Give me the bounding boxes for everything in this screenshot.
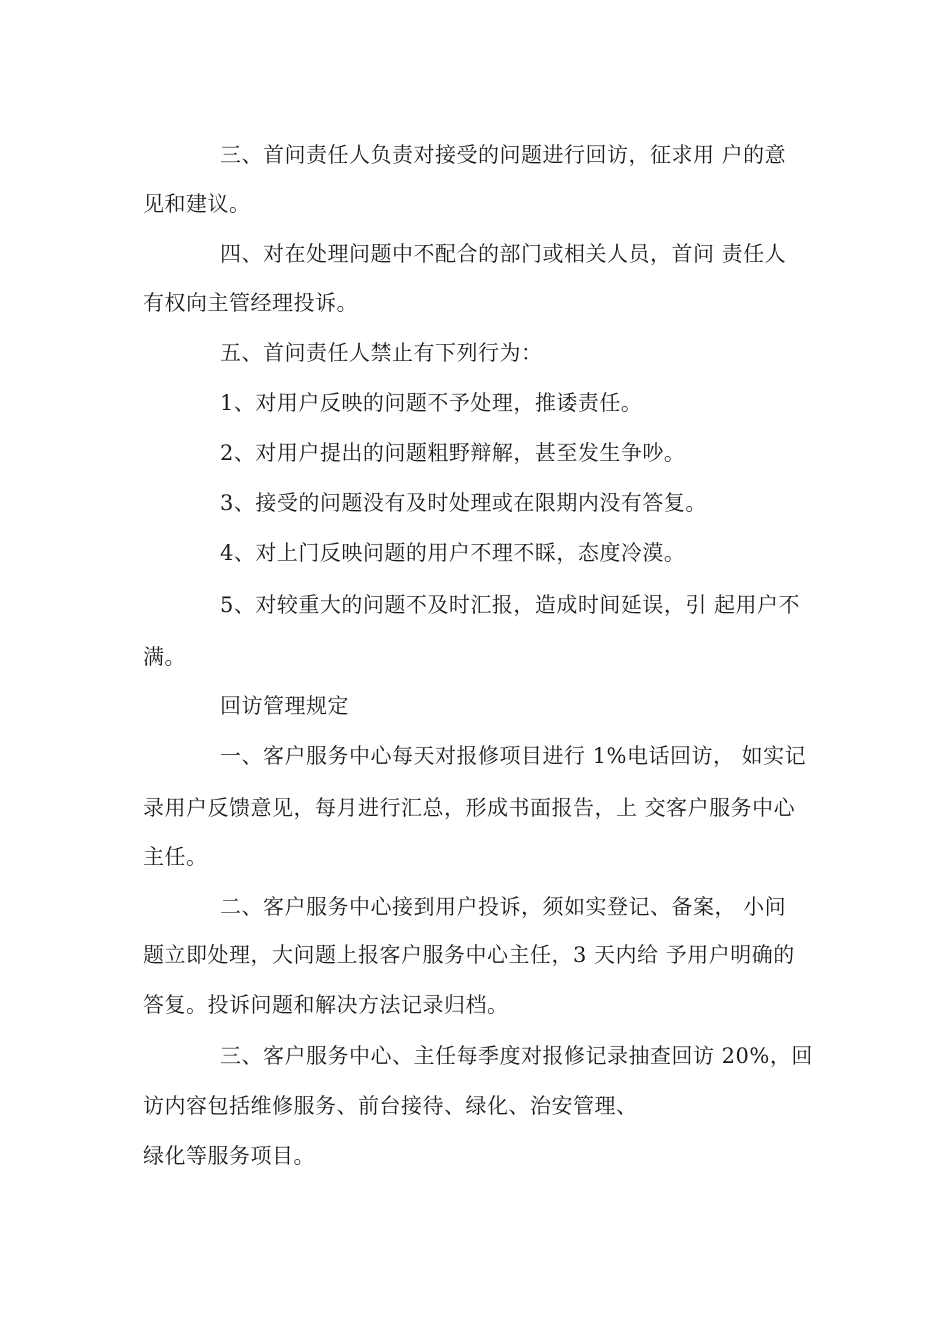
section-heading: 回访管理规定	[220, 694, 349, 718]
list-item: 3、接受的问题没有及时处理或在限期内没有答复。	[220, 491, 707, 515]
paragraph-line: 主任。	[143, 845, 208, 869]
list-item: 2、对用户提出的问题粗野辩解，甚至发生争吵。	[220, 441, 686, 465]
paragraph-line: 绿化等服务项目。	[143, 1144, 315, 1168]
paragraph-line: 题立即处理，大问题上报客户服务中心主任，3 天内给 予用户明确的	[143, 943, 795, 967]
paragraph-line: 二、客户服务中心接到用户投诉，须如实登记、备案， 小问	[220, 895, 787, 919]
paragraph-line: 录用户反馈意见，每月进行汇总，形成书面报告，上 交客户服务中心	[143, 796, 796, 820]
paragraph-line: 有权向主管经理投诉。	[143, 291, 358, 315]
paragraph-line: 答复。投诉问题和解决方法记录归档。	[143, 993, 509, 1017]
list-item: 4、对上门反映问题的用户不理不睬，态度冷漠。	[220, 541, 686, 565]
paragraph-line: 见和建议。	[143, 192, 251, 216]
paragraph-line: 访内容包括维修服务、前台接待、绿化、治安管理、	[143, 1094, 638, 1118]
paragraph-line: 三、客户服务中心、主任每季度对报修记录抽查回访 20%，回	[220, 1044, 813, 1068]
paragraph-line: 五、首问责任人禁止有下列行为：	[220, 341, 543, 365]
paragraph-line: 四、对在处理问题中不配合的部门或相关人员，首问 责任人	[220, 242, 787, 266]
paragraph-line: 三、首问责任人负责对接受的问题进行回访，征求用 户的意	[220, 143, 787, 167]
list-item: 5、对较重大的问题不及时汇报，造成时间延误，引 起用户不	[220, 593, 801, 617]
paragraph-line: 一、客户服务中心每天对报修项目进行 1%电话回访， 如实记	[220, 744, 807, 768]
paragraph-line: 满。	[143, 645, 186, 669]
list-item: 1、对用户反映的问题不予处理，推诿责任。	[220, 391, 643, 415]
